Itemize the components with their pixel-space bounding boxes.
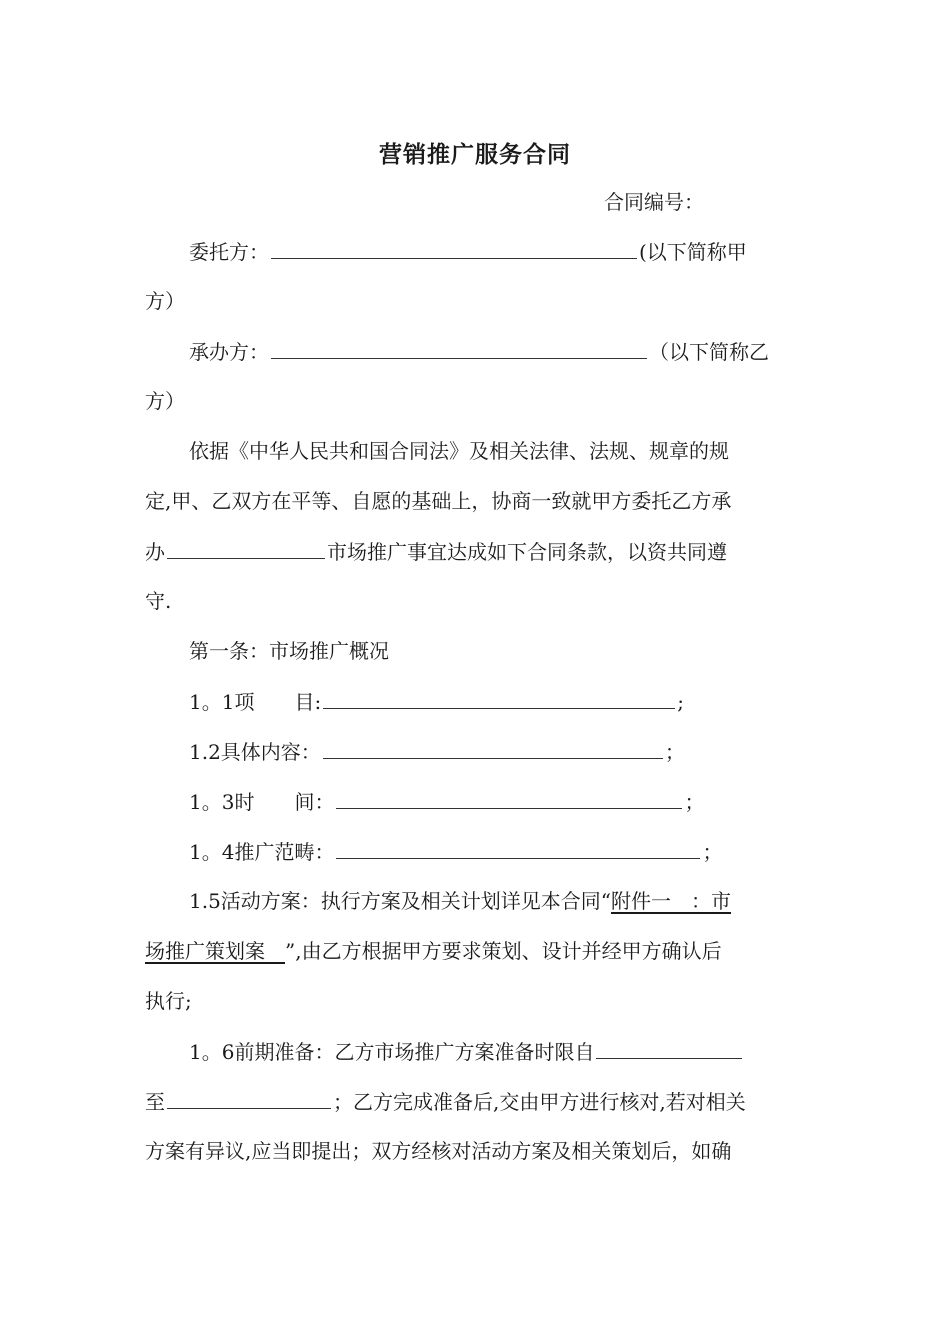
item-1-4 <box>189 836 722 867</box>
item-1-4-label: 1。4推广范畴： <box>189 840 335 864</box>
item-1-5-line-1 <box>189 886 731 916</box>
preamble-line-3-post: 市场推广事宜达成如下合同条款，以资共同遵 <box>327 540 727 564</box>
item-1-5-line-3: 执行; <box>145 989 192 1013</box>
item-1-2-blank[interactable] <box>323 736 663 759</box>
item-1-1-end: ; <box>677 690 684 714</box>
item-1-3-blank[interactable] <box>336 786 682 809</box>
preamble-line-1: 依据《中华人民共和国合同法》及相关法律、法规、规章的规 <box>189 439 729 463</box>
annex-one-link-continued[interactable]: 场推广策划案 <box>145 939 285 963</box>
item-1-5-line-2 <box>145 936 722 966</box>
item-1-1-blank[interactable] <box>323 686 675 709</box>
party-a-line <box>189 236 747 267</box>
party-b-wrap: 方） <box>145 389 185 413</box>
item-1-6-line-3: 方案有异议,应当即提出；双方经核对活动方案及相关策划后，如确 <box>145 1139 732 1163</box>
party-a-blank[interactable] <box>271 236 637 259</box>
item-1-5-post: ”,由乙方根据甲方要求策划、设计并经甲方确认后 <box>285 939 722 963</box>
item-1-2-end: ； <box>664 740 685 764</box>
item-1-1-label: 1。1项 目: <box>189 690 322 714</box>
preamble-line-2: 定,甲、乙双方在平等、自愿的基础上，协商一致就甲方委托乙方承 <box>145 489 732 513</box>
party-a-wrap: 方） <box>145 289 185 313</box>
prep-start-date-blank[interactable] <box>596 1036 742 1059</box>
party-b-blank[interactable] <box>271 336 647 359</box>
annex-one-link[interactable]: 附件一 ：市 <box>611 889 732 913</box>
item-1-6-line-2 <box>145 1086 746 1117</box>
preamble-line-3 <box>145 536 727 567</box>
party-a-suffix: (以下简称甲 <box>639 240 747 264</box>
item-1-3 <box>189 786 704 817</box>
party-b-label: 承办方： <box>189 340 269 364</box>
item-1-2-label: 1.2具体内容： <box>189 740 321 764</box>
promotion-subject-blank[interactable] <box>167 536 325 559</box>
item-1-2 <box>189 736 685 767</box>
article-1-heading: 第一条：市场推广概况 <box>189 639 389 663</box>
item-1-4-blank[interactable] <box>336 836 700 859</box>
item-1-1 <box>189 686 684 717</box>
item-1-3-label: 1。3时 间： <box>189 790 335 814</box>
preamble-line-4: 守. <box>145 589 172 613</box>
document-title: 营销推广服务合同 <box>379 142 571 168</box>
item-1-6-post: ；乙方完成准备后,交由甲方进行核对,若对相关 <box>333 1090 746 1114</box>
item-1-5-pre: 1.5活动方案：执行方案及相关计划详见本合同“ <box>189 889 612 913</box>
item-1-6-to: 至 <box>145 1090 165 1114</box>
item-1-6-pre: 1。6前期准备：乙方市场推广方案准备时限自 <box>189 1040 595 1064</box>
party-b-line <box>189 336 769 367</box>
party-b-suffix: （以下简称乙 <box>649 340 769 364</box>
party-a-label: 委托方： <box>189 240 269 264</box>
item-1-6-line-1 <box>189 1036 744 1067</box>
item-1-3-end: ； <box>684 790 705 814</box>
contract-number-label: 合同编号： <box>604 190 704 214</box>
prep-end-date-blank[interactable] <box>167 1086 331 1109</box>
preamble-line-3-pre: 办 <box>145 540 165 564</box>
item-1-4-end: ； <box>702 840 723 864</box>
